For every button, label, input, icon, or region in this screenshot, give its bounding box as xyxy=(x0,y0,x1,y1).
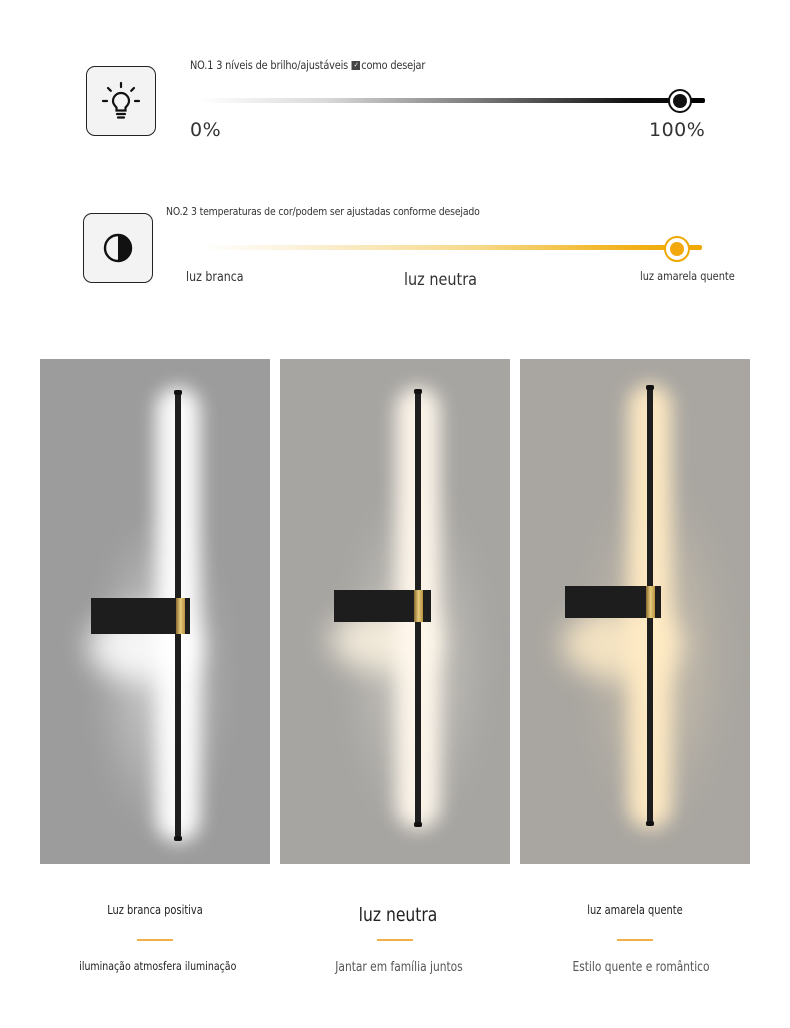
temperature-left-label: luz branca xyxy=(186,270,244,285)
temperature-slider-handle[interactable] xyxy=(664,236,690,262)
subtitle-white: iluminação atmosfera iluminação xyxy=(79,959,237,973)
caption-divider-neutral xyxy=(377,939,413,941)
lamp-photo-white xyxy=(40,359,270,864)
rod-cap-top xyxy=(646,385,654,390)
lamp-photo-neutral xyxy=(280,359,510,864)
rod-cap-top xyxy=(414,389,422,394)
contrast-icon xyxy=(98,228,138,268)
caption-divider-white xyxy=(137,939,173,941)
temperature-right-label: luz amarela quente xyxy=(640,269,735,283)
temperature-title: NO.2 3 temperaturas de cor/podem ser ajustadas conforme desejado xyxy=(166,205,480,218)
temperature-slider-track[interactable] xyxy=(200,245,702,250)
lamp-photo-warm xyxy=(520,359,750,864)
temperature-center-label: luz neutra xyxy=(404,270,478,290)
caption-neutral: luz neutra xyxy=(358,904,438,926)
checkbox-mark-icon: ✓ xyxy=(353,61,359,69)
subtitle-warm: Estilo quente e romântico xyxy=(572,960,710,975)
brightness-slider-handle[interactable] xyxy=(668,89,692,113)
rod-cap-bottom xyxy=(646,821,654,826)
brass-band xyxy=(176,598,185,634)
brass-band xyxy=(414,590,423,622)
bulb-icon xyxy=(99,79,143,123)
caption-white: Luz branca positiva xyxy=(107,903,203,917)
brightness-icon-box xyxy=(86,66,156,136)
brass-band xyxy=(646,586,655,618)
rod-cap-bottom xyxy=(174,836,182,841)
caption-divider-warm xyxy=(617,939,653,941)
brightness-max-label: 100% xyxy=(649,119,706,141)
brightness-min-label: 0% xyxy=(190,119,222,141)
subtitle-neutral: Jantar em família juntos xyxy=(335,960,463,975)
brightness-title-a: NO.1 3 níveis de brilho/ajustáveis xyxy=(190,58,352,72)
brightness-title-b: como desejar xyxy=(361,58,426,72)
brightness-title xyxy=(190,58,425,72)
caption-warm: luz amarela quente xyxy=(587,903,683,917)
rod-cap-top xyxy=(174,390,182,395)
rod-cap-bottom xyxy=(414,822,422,827)
brightness-slider-track[interactable] xyxy=(200,98,705,103)
temperature-icon-box xyxy=(83,213,153,283)
